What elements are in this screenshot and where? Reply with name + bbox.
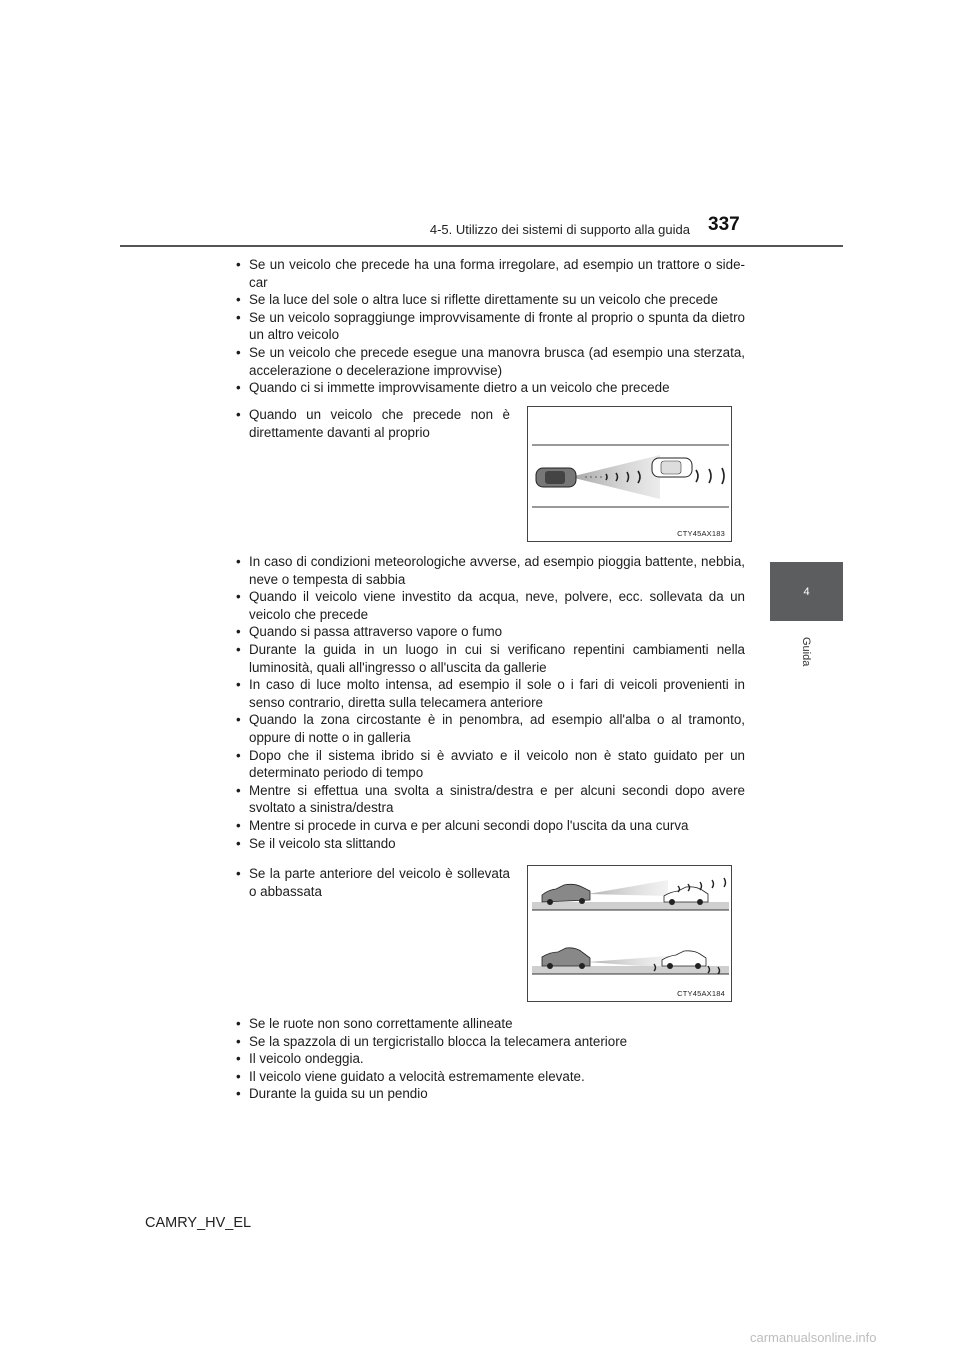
list-item: • Se la parte anteriore del veicolo è sollevata o abbassata: [234, 865, 510, 900]
figure-code: CTY45AX183: [677, 529, 725, 538]
own-vehicle-lowered-icon: [542, 948, 590, 969]
chapter-label: Guida: [800, 637, 812, 667]
list-item: • Quando si passa attraverso vapore o fumo: [234, 623, 745, 641]
header-divider: [120, 245, 843, 247]
list-item: • Mentre si procede in curva e per alcuni secondi dopo l'uscita da una curva: [234, 817, 745, 835]
own-vehicle-raised-icon: [542, 884, 590, 905]
list-item: • In caso di luce molto intensa, ad esempio il sole o i fari di veicoli provenienti in senso contrario, diretta sulla telecamera anteriore: [234, 676, 745, 711]
list-item: • Durante la guida in un luogo in cui si verificano repentini cambiamenti nella luminosità, quali all'ingresso o all'uscita da gallerie: [234, 641, 745, 676]
list-item: • Quando la zona circostante è in penombra, ad esempio all'alba o al tramonto, oppure di notte o in galleria: [234, 711, 745, 746]
list-item: • Se il veicolo sta slittando: [234, 835, 745, 853]
leading-vehicle-icon: [652, 458, 692, 477]
list-item: • In caso di condizioni meteorologiche avverse, ad esempio pioggia battente, nebbia, neve o tempesta di sabbia: [234, 553, 745, 588]
list-item: • Se la luce del sole o altra luce si riflette direttamente su un veicolo che precede: [234, 291, 745, 309]
list-item: • Il veicolo ondeggia.: [234, 1050, 745, 1068]
chapter-tab: [770, 562, 843, 621]
bullet-list-conditions-2: [234, 406, 510, 441]
list-item: • Quando un veicolo che precede non è direttamente davanti al proprio: [234, 406, 510, 441]
figure-code: CTY45AX184: [677, 989, 725, 998]
page-number: 337: [708, 214, 740, 235]
own-vehicle-icon: [536, 468, 576, 487]
list-item: • Se le ruote non sono correttamente allineate: [234, 1015, 745, 1033]
offset-vehicle-drawing: [528, 407, 733, 543]
list-item: • Durante la guida su un pendio: [234, 1085, 745, 1103]
list-item: • Il veicolo viene guidato a velocità estremamente elevate.: [234, 1068, 745, 1086]
list-item: • Se un veicolo che precede ha una forma irregolare, ad esempio un trattore o side-car: [234, 256, 745, 291]
list-item: • Se un veicolo sopraggiunge improvvisamente di fronte al proprio o spunta da dietro un altro veicolo: [234, 309, 745, 344]
model-code: CAMRY_HV_EL: [145, 1215, 252, 1231]
chapter-number: 4: [803, 585, 810, 598]
list-item: • Dopo che il sistema ibrido si è avviato e il veicolo non è stato guidato per un determinato periodo di tempo: [234, 747, 745, 782]
illustration-raised-lowered-vehicle: [527, 865, 732, 1002]
list-item: • Se la spazzola di un tergicristallo blocca la telecamera anteriore: [234, 1033, 745, 1051]
bullet-list-conditions-5: [234, 1015, 745, 1103]
bullet-list-conditions-4: [234, 865, 510, 900]
watermark: carmanualsonline.info: [750, 1330, 877, 1345]
bullet-list-conditions-1: [234, 256, 745, 397]
section-title: 4-5. Utilizzo dei sistemi di supporto alla guida: [429, 222, 690, 237]
list-item: • Quando ci si immette improvvisamente dietro a un veicolo che precede: [234, 379, 745, 397]
leading-vehicle-top-icon: [664, 887, 708, 905]
raised-lowered-drawing: [528, 866, 733, 1003]
list-item: • Mentre si effettua una svolta a sinistra/destra e per alcuni secondi dopo avere svoltato a sinistra/destra: [234, 782, 745, 817]
illustration-offset-vehicle: [527, 406, 732, 542]
leading-vehicle-bottom-icon: [662, 951, 706, 969]
list-item: • Se un veicolo che precede esegue una manovra brusca (ad esempio una sterzata, accelerazione o decelerazione improvvise): [234, 344, 745, 379]
bullet-list-conditions-3: [234, 553, 745, 852]
list-item: • Quando il veicolo viene investito da acqua, neve, polvere, ecc. sollevata da un veicolo che precede: [234, 588, 745, 623]
